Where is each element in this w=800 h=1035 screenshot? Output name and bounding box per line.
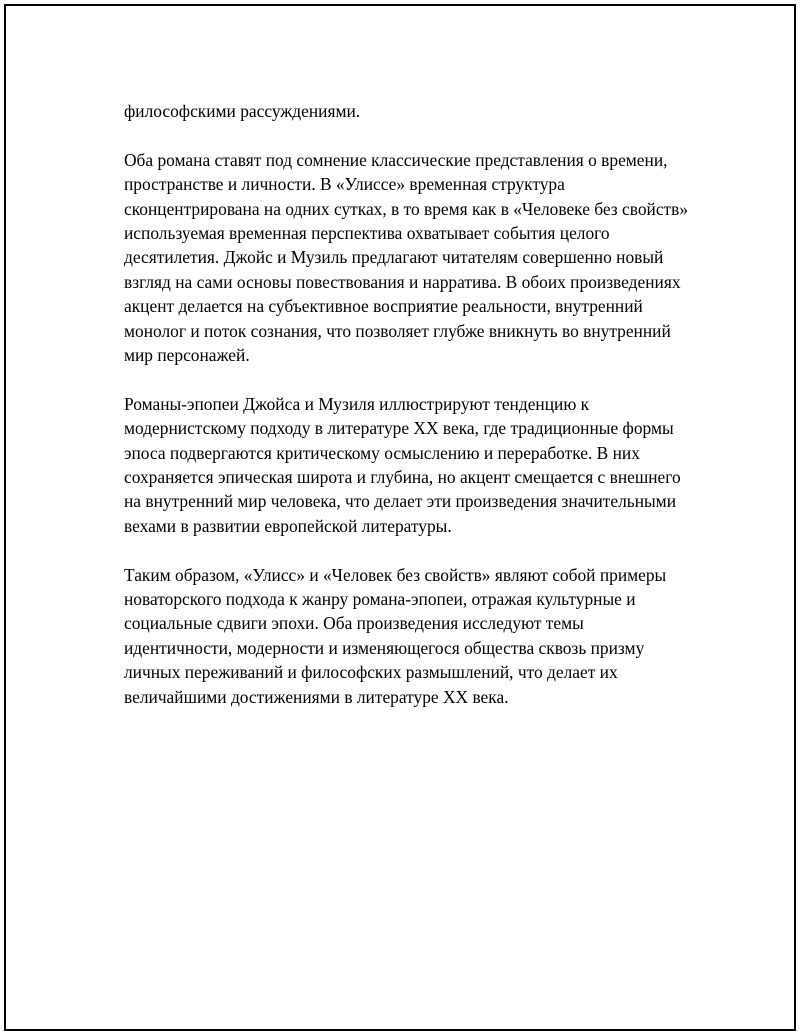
paragraph-conclusion: Таким образом, «Улисс» и «Человек без свойств» являют собой примеры новаторского подхода к жанру романа-эпопеи, отражая культурные и социальные сдвиги эпохи. Оба произведения исследуют темы идентичности, модерности и изменяющегося общества сквозь призму личных переживаний и философских размышлений, что делает их величайшими достижениями в литературе XX века. (124, 564, 667, 707)
page-body (124, 99, 696, 734)
page-frame (4, 4, 796, 1031)
paragraph-modernist-approach: Романы-эпопеи Джойса и Музиля иллюстрируют тенденцию к модернистскому подходу в литературе XX века, где традиционные формы эпоса подвергаются критическому осмыслению и переработке. В них сохраняется эпическая широта и глубина, но акцент смещается с внешнего на внутренний мир человека, что делает эти произведения значительными вехами в развитии европейской литературы. (124, 393, 681, 536)
paragraph-continuation: философскими рассуждениями. (124, 101, 361, 121)
paragraph-time-and-space: Оба романа ставят под сомнение классические представления о времени, пространстве и личности. В «Улиссе» временная структура сконцентрирована на одних сутках, в то время как в «Человеке без свойств» используемая временная перспектива охватывает события целого десятилетия. Джойс и Музиль предлагают читателям совершенно новый взгляд на сами основы повествования и нарратива. В обоих произведениях акцент делается на субъективное восприятие реальности, внутренний монолог и поток сознания, что позволяет глубже вникнуть во внутренний мир персонажей. (124, 149, 689, 366)
